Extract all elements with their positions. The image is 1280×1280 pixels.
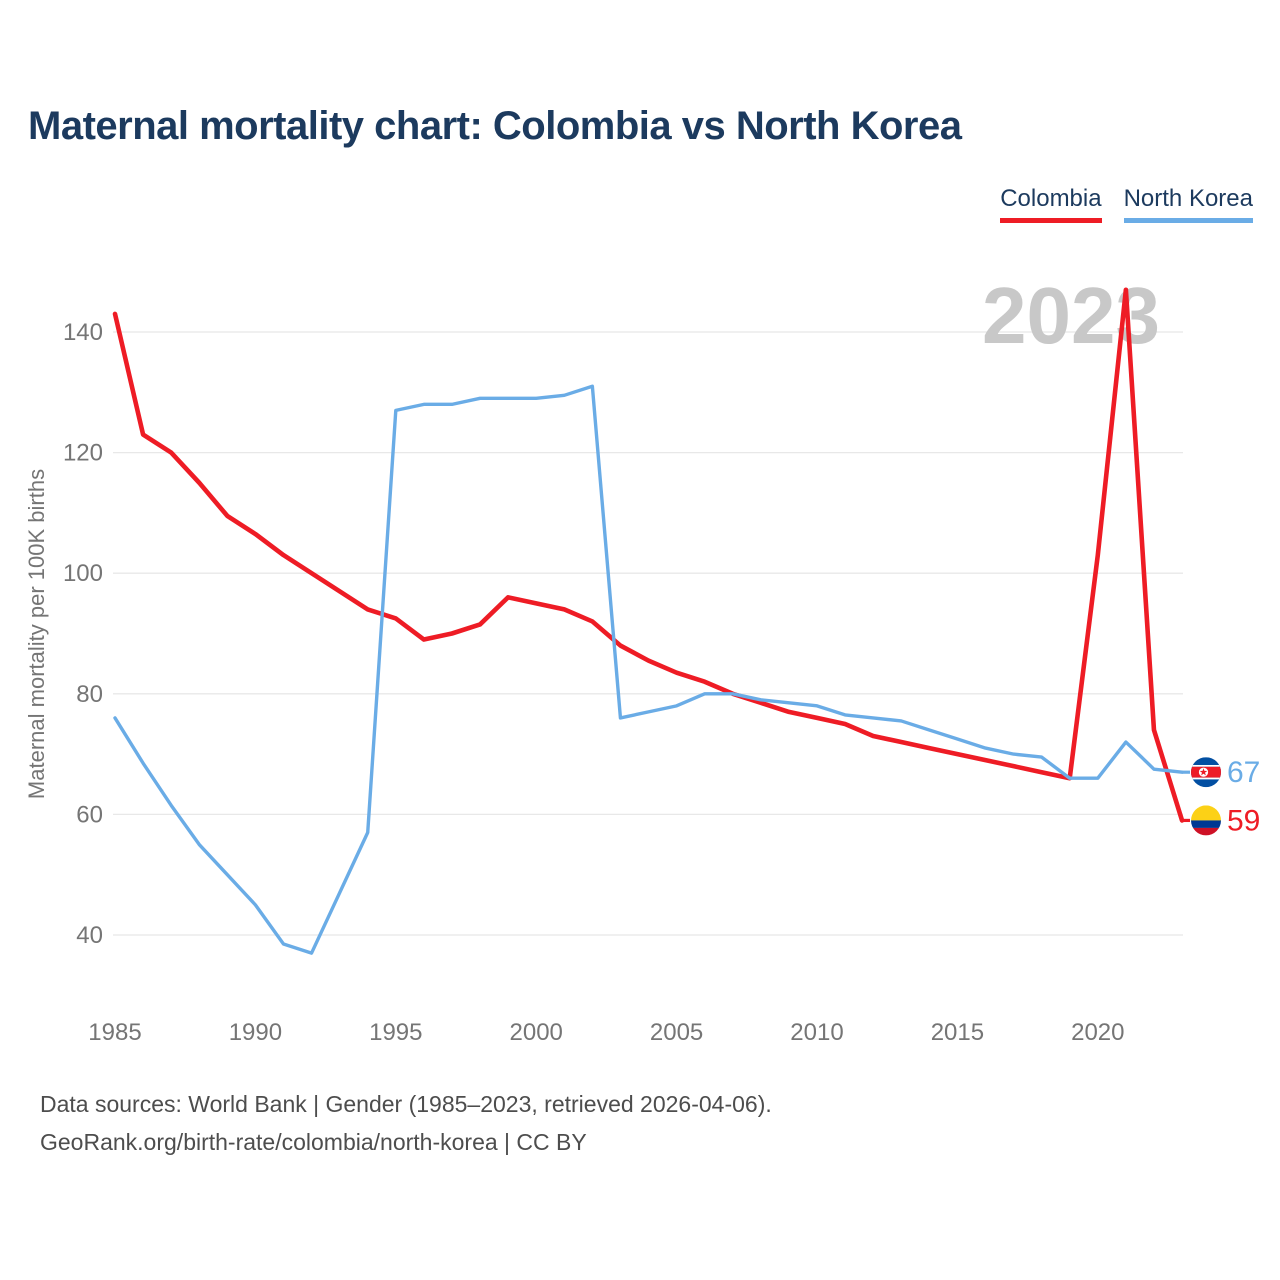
y-tick-label: 100 xyxy=(62,560,103,588)
north-korea-flag-icon xyxy=(1191,757,1221,787)
x-tick-label: 2000 xyxy=(509,1019,563,1046)
colombia-end-value: 59 xyxy=(1227,804,1261,838)
north-korea-end-value: 67 xyxy=(1227,756,1261,790)
y-tick-label: 40 xyxy=(76,922,103,949)
x-tick-label: 1990 xyxy=(228,1019,283,1046)
x-tick-label: 2010 xyxy=(790,1019,844,1046)
y-tick-label: 140 xyxy=(62,319,103,346)
page-title: Maternal mortality chart: Colombia vs North Korea xyxy=(28,104,962,148)
x-tick-label: 2005 xyxy=(649,1019,704,1046)
chart-footer xyxy=(40,1085,772,1161)
colombia-flag-icon xyxy=(1191,805,1221,835)
x-tick-label: 2020 xyxy=(1071,1019,1125,1046)
footer-source-line: Data sources: World Bank | Gender (1985–2023, retrieved 2026-04-06). xyxy=(40,1091,772,1117)
y-axis-title: Maternal mortality per 100K births xyxy=(24,468,49,800)
y-tick-label: 60 xyxy=(76,801,103,829)
y-tick-label: 80 xyxy=(76,680,103,708)
y-tick-label: 120 xyxy=(62,439,103,467)
north-korea-line[interactable] xyxy=(115,386,1182,953)
colombia-line[interactable] xyxy=(115,290,1182,821)
year-watermark: 2023 xyxy=(982,271,1160,360)
x-tick-label: 2015 xyxy=(930,1019,985,1046)
x-tick-label: 1995 xyxy=(369,1019,423,1046)
legend-label-north-korea: North Korea xyxy=(1123,185,1253,212)
footer-url-line: GeoRank.org/birth-rate/colombia/north-korea | CC BY xyxy=(40,1129,587,1155)
legend-label-colombia: Colombia xyxy=(1000,185,1102,212)
x-tick-label: 1985 xyxy=(88,1019,142,1046)
